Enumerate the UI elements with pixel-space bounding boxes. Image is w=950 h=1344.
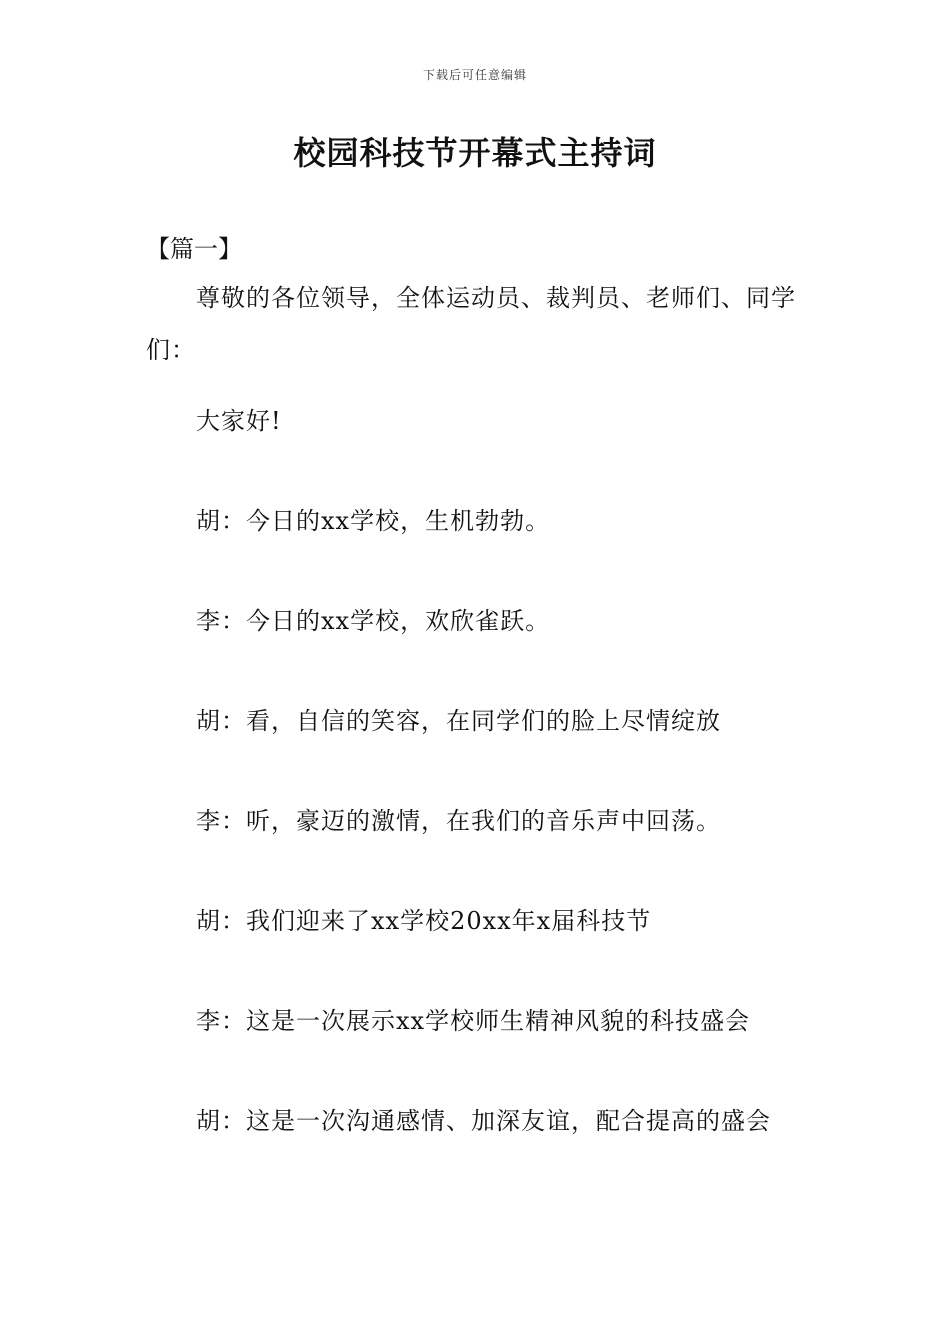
script-line-hu-3: 胡：我们迎来了xx学校20xx年x届科技节: [196, 907, 652, 935]
script-line-hu-4: 胡：这是一次沟通感情、加深友谊，配合提高的盛会: [196, 1107, 771, 1135]
script-line-li-2: 李：听，豪迈的激情，在我们的音乐声中回荡。: [196, 807, 721, 835]
header-note: 下载后可任意编辑: [422, 68, 527, 82]
script-line-li-3: 李：这是一次展示xx学校师生精神风貌的科技盛会: [196, 1007, 751, 1035]
script-line-hu-2: 胡：看，自信的笑容，在同学们的脸上尽情绽放: [196, 707, 721, 735]
document-title: 校园科技节开幕式主持词: [293, 134, 657, 172]
script-line-li-1: 李：今日的xx学校，欢欣雀跃。: [196, 607, 551, 635]
script-line-hello: 大家好!: [196, 407, 282, 435]
greeting-paragraph: 尊敬的各位领导，全体运动员、裁判员、老师们、同学们：: [146, 284, 796, 364]
section-label: 【篇一】: [146, 235, 242, 263]
script-line-hu-1: 胡：今日的xx学校，生机勃勃。: [196, 507, 551, 535]
